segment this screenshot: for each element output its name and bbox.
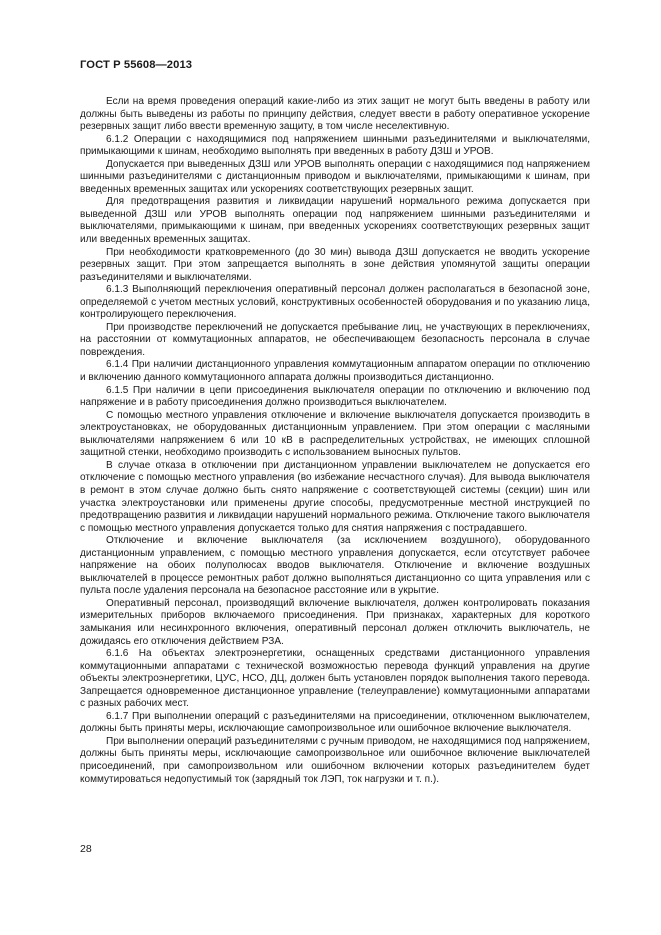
- paragraph: 6.1.5 При наличии в цепи присоединения выключателя операции по отключению и включению под напряжение и в работу присоединения должно производиться выключателем.: [80, 384, 590, 409]
- document-body: [80, 96, 590, 786]
- paragraph: При производстве переключений не допускается пребывание лиц, не участвующих в переключениях, на расстоянии от коммутационных аппаратов, не обеспечивающем безопасность персонала в случае повреждения.: [80, 321, 590, 358]
- paragraph: При необходимости кратковременного (до 30 мин) вывода ДЗШ допускается не вводить ускорение резервных защит. При этом запрещается выполнять в зоне действия упомянутой защиты операции разъединителями и выключателями.: [80, 246, 590, 283]
- paragraph: 6.1.7 При выполнении операций с разъединителями на присоединении, отключенном выключателем, должны быть приняты меры, исключающие самопроизвольное или ошибочное включение выключателя.: [80, 710, 590, 735]
- paragraph: Для предотвращения развития и ликвидации нарушений нормального режима допускается при выведенной ДЗШ или УРОВ выполнять операции под напряжением шинными разъединителями и выключателями, примыкающими к шинам, при введенных ускорениях соответствующих резервных защит или введенных временных защитах.: [80, 196, 590, 246]
- paragraph: 6.1.6 На объектах электроэнергетики, оснащенных средствами дистанционного управления коммутационными аппаратами с технической возможностью перевода функций управления на другие объекты электроэнергетики, ЦУС, НСО, ДЦ, должен быть установлен порядок выполнения такого перевода. Запрещается одновременное дистанционное управление (телеуправление) коммутационными аппаратами с разных рабочих мест.: [80, 648, 590, 710]
- page-number: 28: [80, 843, 92, 855]
- paragraph: При выполнении операций разъединителями с ручным приводом, не находящимися под напряжением, должны быть приняты меры, исключающие самопроизвольное или ошибочное включение выключателей присоединений, при самопроизвольном или ошибочном включении которых разъединителем будет коммутироваться недопустимый ток (зарядный ток ЛЭП, ток нагрузки и т. п.).: [80, 735, 590, 785]
- paragraph: Допускается при выведенных ДЗШ или УРОВ выполнять операции с находящимися под напряжением шинными разъединителями с дистанционным приводом и выключателями, примыкающими к шинам, при введенных временных защитах или ускорениях соответствующих резервных защит.: [80, 158, 590, 195]
- paragraph: 6.1.4 При наличии дистанционного управления коммутационным аппаратом операции по отключению и включению данного коммутационного аппарата должны производиться дистанционно.: [80, 359, 590, 384]
- paragraph: Оперативный персонал, производящий включение выключателя, должен контролировать показания измерительных приборов включаемого присоединения. При признаках, характерных для короткого замыкания или несинхронного включения, оперативный персонал должен отключить выключатель, не дожидаясь его отключения действием РЗА.: [80, 597, 590, 647]
- paragraph: 6.1.2 Операции с находящимися под напряжением шинными разъединителями и выключателями, примыкающими к шинам, необходимо выполнять при введенных в работу ДЗШ и УРОВ.: [80, 133, 590, 158]
- paragraph: С помощью местного управления отключение и включение выключателя допускается производить в электроустановках, не оборудованных дистанционным управлением. При этом операции с масляными выключателями напряжением 6 или 10 кВ в распределительных устройствах, не имеющих сплошной защитной стенки, необходимо производить с использованием выносных пультов.: [80, 409, 590, 459]
- document-standard-number: ГОСТ Р 55608—2013: [80, 59, 193, 71]
- paragraph: В случае отказа в отключении при дистанционном управлении выключателем не допускается его отключение с помощью местного управления (во избежание несчастного случая). Для вывода выключателя в ремонт в этом случае должно быть снято напряжение с соответствующей системы (секции) шин или участка электроустановки или применены другие способы, предусмотренные местной инструкцией по предотвращению развития и ликвидации нарушений нормального режима. Отключение такого выключателя с помощью местного управления допускается только для снятия напряжения с пострадавшего.: [80, 459, 590, 534]
- paragraph: Отключение и включение выключателя (за исключением воздушного), оборудованного дистанционным управлением, с помощью местного управления допускается, если отсутствует рабочее напряжение на обоих полуполюсах вводов выключателя. Отключение и включение воздушных выключателей в процессе ремонтных работ должно выполняться дистанционно со щита управления или с пульта после удаления персонала на безопасное расстояние или в укрытие.: [80, 535, 590, 597]
- paragraph: Если на время проведения операций какие-либо из этих защит не могут быть введены в работу или должны быть выведены из работы по принципу действия, следует ввести в работу оперативное ускорение резервных защит либо ввести временную защиту, в том числе неселективную.: [80, 96, 590, 133]
- paragraph: 6.1.3 Выполняющий переключения оперативный персонал должен располагаться в безопасной зоне, определяемой с учетом местных условий, конструктивных особенностей оборудования и по указанию лица, контролирующего переключения.: [80, 284, 590, 321]
